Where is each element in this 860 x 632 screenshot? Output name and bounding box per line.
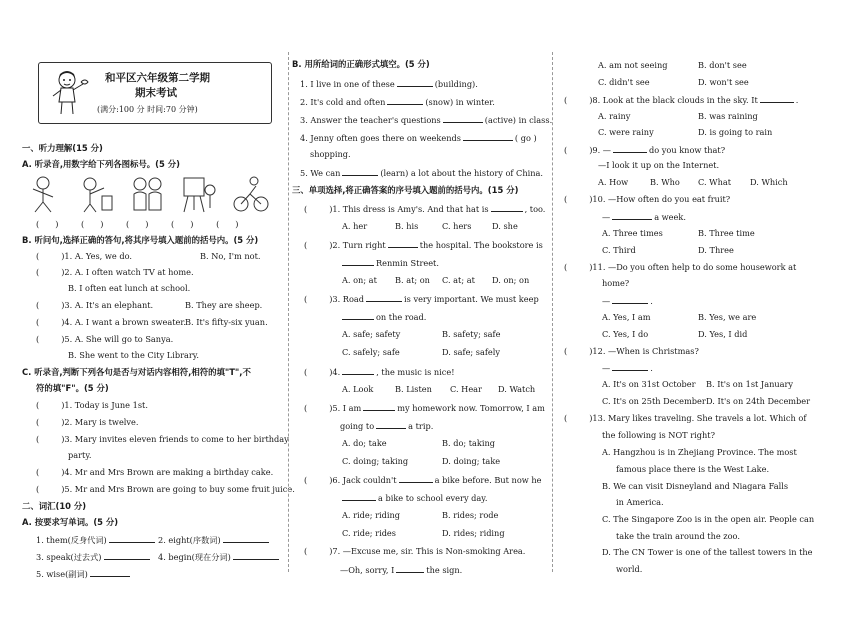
q8-option-c: C. were rainy xyxy=(598,127,654,137)
q6: ( )6. Jack couldn't a bike before. But now he xyxy=(304,475,542,485)
q9-option-c: C. What xyxy=(698,177,732,187)
answer-blank[interactable] xyxy=(491,203,523,212)
q1-option-c: C. hers xyxy=(442,221,472,231)
q2-option-a: A. on; at xyxy=(342,275,377,285)
q5: ( )5. I am my homework now. Tomorrow, I am xyxy=(304,403,545,413)
picture-1-boy-running xyxy=(24,174,62,214)
picture-4-painting-easel xyxy=(180,174,218,214)
q3: ( )3. Road is very important. We must keep xyxy=(304,294,539,304)
q13-option-b: B. We can visit Disneyland and Niagara Falls xyxy=(602,481,789,491)
q13-option-a-continued: famous place there is the West Lake. xyxy=(616,464,770,474)
q6-option-d: D. rides; riding xyxy=(442,528,505,538)
q4: ( )4. , the music is nice! xyxy=(304,367,455,377)
answer-blank[interactable] xyxy=(388,239,418,248)
exam-title-box xyxy=(38,62,272,124)
b2-option-b: B. I often eat lunch at school. xyxy=(68,283,191,293)
q10: ( )10. —How often do you eat fruit? xyxy=(564,194,731,204)
q7-option-b: B. don't see xyxy=(698,60,747,70)
answer-blank[interactable] xyxy=(613,144,647,153)
q8-option-b: B. was raining xyxy=(698,111,758,121)
child-illustration xyxy=(45,68,91,118)
answer-blank[interactable] xyxy=(443,114,483,123)
section-1C-heading: C. 听录音,判断下列各句是否与对话内容相符,相符的填"T",不 xyxy=(22,367,251,377)
q11-option-a: A. Yes, I am xyxy=(602,312,651,322)
q12-option-a: A. It's on 31st October xyxy=(602,379,696,389)
q10-option-a: A. Three times xyxy=(602,228,663,238)
word-5: 5. wise(副词) xyxy=(36,568,132,580)
answer-blank[interactable] xyxy=(399,474,433,483)
q6-option-a: A. ride; riding xyxy=(342,510,401,520)
q3-option-b: B. safety; safe xyxy=(442,329,501,339)
answer-blank[interactable] xyxy=(342,257,374,266)
column-divider-1 xyxy=(288,52,289,572)
q7: ( )7. —Excuse me, sir. This is Non-smoking Area. xyxy=(304,546,526,556)
q11-option-c: C. Yes, I do xyxy=(602,329,649,339)
answer-blank[interactable] xyxy=(612,362,648,371)
q6-option-b: B. rides; rode xyxy=(442,510,499,520)
b2: ( )2. A. I often watch TV at home. xyxy=(36,267,194,277)
q8-option-d: D. is going to rain xyxy=(698,127,773,137)
b3: ( )3. A. It's an elephant. xyxy=(36,300,154,310)
c1: ( )1. Today is June 1st. xyxy=(36,400,148,410)
answer-blank[interactable] xyxy=(396,564,424,573)
fill-3: 3. Answer the teacher's questions (active) in class. xyxy=(300,115,553,125)
q11-option-d: D. Yes, I did xyxy=(698,329,748,339)
column-3 xyxy=(556,0,856,632)
column-2 xyxy=(292,0,552,632)
fill-4: 4. Jenny often goes there on weekends ( go ) xyxy=(300,133,537,143)
answer-blank[interactable] xyxy=(223,534,269,543)
q9: ( )9. — do you know that? xyxy=(564,145,726,155)
q12-answer-line: — . xyxy=(602,363,653,373)
q3-option-d: D. safe; safely xyxy=(442,347,500,357)
q10-option-c: C. Third xyxy=(602,245,636,255)
exam-info: (满分:100 分 时间:70 分钟) xyxy=(97,105,198,114)
answer-blank[interactable] xyxy=(109,534,155,543)
q1: ( )1. This dress is Amy's. And that hat is , too. xyxy=(304,204,546,214)
picture-2-playing xyxy=(76,174,114,214)
answer-blank[interactable] xyxy=(90,568,130,577)
q13-option-c: C. The Singapore Zoo is in the open air. People can xyxy=(602,514,815,524)
q7-option-d: D. won't see xyxy=(698,77,749,87)
q4-option-a: A. Look xyxy=(342,384,374,394)
q12-option-c: C. It's on 25th December xyxy=(602,396,706,406)
q2-option-d: D. on; on xyxy=(492,275,530,285)
b4: ( )4. A. I want a brown sweater. xyxy=(36,317,186,327)
q1-option-a: A. her xyxy=(342,221,368,231)
q7-option-c: C. didn't see xyxy=(598,77,650,87)
q5-option-a: A. do; take xyxy=(342,438,387,448)
q12: ( )12. —When is Christmas? xyxy=(564,346,699,356)
q3-continued: on the road. xyxy=(340,311,426,323)
column-1 xyxy=(0,0,295,632)
c2: ( )2. Mary is twelve. xyxy=(36,417,139,427)
q13: ( )13. Mary likes traveling. She travels a lot. Which of xyxy=(564,413,807,423)
b5-option-b: B. She went to the City Library. xyxy=(68,350,199,360)
fill-5: 5. We can (learn) a lot about the history of China. xyxy=(300,168,543,178)
c3: ( )3. Mary invites eleven friends to come to her birthday xyxy=(36,434,289,444)
q9-continued: —I look it up on the Internet. xyxy=(598,160,720,170)
q7-continued: —Oh, sorry, I the sign. xyxy=(340,565,463,575)
q13-option-d-continued: world. xyxy=(616,564,643,574)
q8: ( )8. Look at the black clouds in the sky. It . xyxy=(564,95,799,105)
picture-row xyxy=(24,174,274,214)
q5-continued: going to a trip. xyxy=(340,421,434,431)
q6-continued: a bike to school every day. xyxy=(340,492,487,504)
q2-option-b: B. at; on xyxy=(395,275,430,285)
answer-blank[interactable] xyxy=(366,293,402,302)
q4-option-c: C. Hear xyxy=(450,384,482,394)
q11: ( )11. —Do you often help to do some housework at xyxy=(564,262,797,272)
q10-option-d: D. Three xyxy=(698,245,734,255)
word-1: 1. them(反身代词) xyxy=(36,534,157,546)
section-1B-heading: B. 听问句,选择正确的答句,将其序号填入题前的括号内。(5 分) xyxy=(22,235,259,245)
q4-option-d: D. Watch xyxy=(498,384,536,394)
q5-option-c: C. doing; taking xyxy=(342,456,409,466)
answer-blank[interactable] xyxy=(397,78,433,87)
c4: ( )4. Mr and Mrs Brown are making a birthday cake. xyxy=(36,467,274,477)
answer-blank[interactable] xyxy=(233,551,279,560)
b3-option-b: B. They are sheep. xyxy=(185,300,263,310)
q13-option-a: A. Hangzhou is in Zhejiang Province. The most xyxy=(602,447,797,457)
q5-option-d: D. doing; take xyxy=(442,456,501,466)
section-2-heading: 二、词汇(10 分) xyxy=(22,501,87,511)
q3-option-a: A. safe; safety xyxy=(342,329,401,339)
q11-option-b: B. Yes, we are xyxy=(698,312,757,322)
q13-option-c-continued: take the train around the zoo. xyxy=(616,531,740,541)
answer-blank[interactable] xyxy=(104,551,150,560)
q4-option-b: B. Listen xyxy=(395,384,432,394)
answer-blank[interactable] xyxy=(342,311,374,320)
answer-blank[interactable] xyxy=(612,211,652,220)
word-4: 4. begin(现在分词) xyxy=(158,551,281,563)
fill-1: 1. I live in one of these (building). xyxy=(300,79,478,89)
section-2A-heading: A. 按要求写单词。(5 分) xyxy=(22,517,119,527)
q13-continued: the following is NOT right? xyxy=(602,430,715,440)
q9-option-a: A. How xyxy=(598,177,629,187)
q2: ( )2. Turn right the hospital. The bookstore is xyxy=(304,240,543,250)
q6-option-c: C. ride; rides xyxy=(342,528,396,538)
b1-option-b: B. No, I'm not. xyxy=(200,251,261,261)
section-1C-heading-2: 符的填"F"。(5 分) xyxy=(36,383,109,393)
section-2B-heading: B. 用所给词的正确形式填空。(5 分) xyxy=(292,59,430,69)
q7-option-a: A. am not seeing xyxy=(598,60,668,70)
c5: ( )5. Mr and Mrs Brown are going to buy some fruit juice. xyxy=(36,484,295,494)
answer-blank[interactable] xyxy=(760,94,794,103)
q11-continued: home? xyxy=(602,278,630,288)
exam-title: 和平区六年级第二学期 xyxy=(105,72,210,84)
q13-option-b-continued: in America. xyxy=(616,497,664,507)
b5: ( )5. A. She will go to Sanya. xyxy=(36,334,174,344)
b1: ( )1. A. Yes, we do. xyxy=(36,251,132,261)
q9-option-b: B. Who xyxy=(650,177,680,187)
q10-option-b: B. Three time xyxy=(698,228,755,238)
section-1-heading: 一、听力理解(15 分) xyxy=(22,143,103,153)
answer-blank[interactable] xyxy=(342,167,378,176)
answer-blank[interactable] xyxy=(387,96,423,105)
word-3: 3. speak(过去式) xyxy=(36,551,152,563)
fill-2: 2. It's cold and often (snow) in winter. xyxy=(300,97,495,107)
b4-option-b: B. It's fifty-six yuan. xyxy=(185,317,268,327)
q1-option-d: D. she xyxy=(492,221,518,231)
answer-blank[interactable] xyxy=(342,492,376,501)
q12-option-d: D. It's on 24th December xyxy=(706,396,811,406)
answer-blank[interactable] xyxy=(376,420,406,429)
picture-answer-brackets: ( ) ( ) ( ) ( ) ( ) xyxy=(36,219,239,229)
q5-option-b: B. do; taking xyxy=(442,438,496,448)
answer-blank[interactable] xyxy=(342,366,374,375)
column-divider-2 xyxy=(552,52,553,572)
fill-4-continued: shopping. xyxy=(310,149,351,159)
answer-blank[interactable] xyxy=(363,402,395,411)
q11-answer-line: — . xyxy=(602,296,653,306)
picture-3-grandparents xyxy=(128,174,166,214)
q2-option-c: C. at; at xyxy=(442,275,475,285)
c3-continued: party. xyxy=(68,450,92,460)
q10-continued: — a week. xyxy=(602,212,686,222)
q1-option-b: B. his xyxy=(395,221,419,231)
exam-subtitle: 期末考试 xyxy=(135,87,177,99)
q9-option-d: D. Which xyxy=(750,177,788,187)
section-1A-heading: A. 听录音,用数字给下列各图标号。(5 分) xyxy=(22,159,180,169)
q3-option-c: C. safely; safe xyxy=(342,347,400,357)
word-2: 2. eight(序数词) xyxy=(158,534,271,546)
q8-option-a: A. rainy xyxy=(598,111,631,121)
answer-blank[interactable] xyxy=(612,295,648,304)
section-3-heading: 三、单项选择,将正确答案的序号填入题前的括号内。(15 分) xyxy=(292,185,519,195)
q2-continued: Renmin Street. xyxy=(340,257,439,269)
picture-5-cycling xyxy=(232,174,270,214)
q13-option-d: D. The CN Tower is one of the tallest towers in the xyxy=(602,547,813,557)
q12-option-b: B. It's on 1st January xyxy=(706,379,794,389)
answer-blank[interactable] xyxy=(463,132,513,141)
